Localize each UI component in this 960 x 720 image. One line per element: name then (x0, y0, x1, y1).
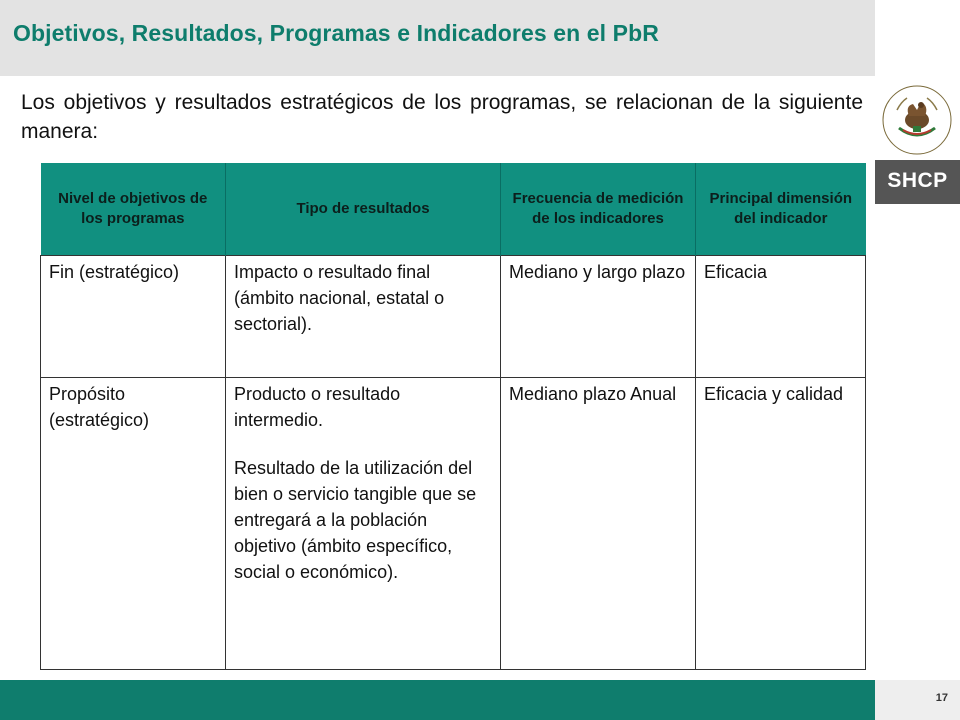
table-cell: Fin (estratégico) (41, 256, 226, 378)
table-cell: Mediano plazo Anual (501, 378, 696, 670)
table-cell: Mediano y largo plazo (501, 256, 696, 378)
column-header: Tipo de resultados (226, 163, 501, 256)
table-header-row (41, 163, 866, 256)
table-cell: Eficacia (696, 256, 866, 378)
side-panel (875, 204, 960, 680)
results-table (40, 163, 866, 670)
mexican-seal-icon (877, 80, 957, 160)
table-cell: Impacto o resultado final (ámbito nacional, estatal o sectorial). (226, 256, 501, 378)
column-header: Nivel de objetivos de los programas (41, 163, 226, 256)
agency-label: SHCP (887, 169, 948, 192)
table-cell: Eficacia y calidad (696, 378, 866, 670)
table-row (41, 256, 866, 378)
cell-paragraph: Producto o resultado intermedio. (234, 384, 401, 430)
table-cell (226, 378, 501, 670)
table-cell: Propósito (estratégico) (41, 378, 226, 670)
side-panel-top (875, 0, 960, 76)
footer-bar (0, 680, 875, 720)
column-header: Frecuencia de medición de los indicadores (501, 163, 696, 256)
footer-side (875, 680, 960, 720)
intro-paragraph: Los objetivos y resultados estratégicos de los programas, se relacionan de la siguiente manera: (21, 91, 863, 143)
column-header: Principal dimensión del indicador (696, 163, 866, 256)
page-title: Objetivos, Resultados, Programas e Indicadores en el PbR (13, 20, 659, 46)
cell-paragraph: Resultado de la utilización del bien o servicio tangible que se entregará a la población objetivo (ámbito específico, social o económico). (234, 458, 477, 582)
agency-badge (875, 160, 960, 204)
table-row (41, 378, 866, 670)
title-bar (0, 0, 875, 76)
page-number: 17 (935, 692, 948, 704)
